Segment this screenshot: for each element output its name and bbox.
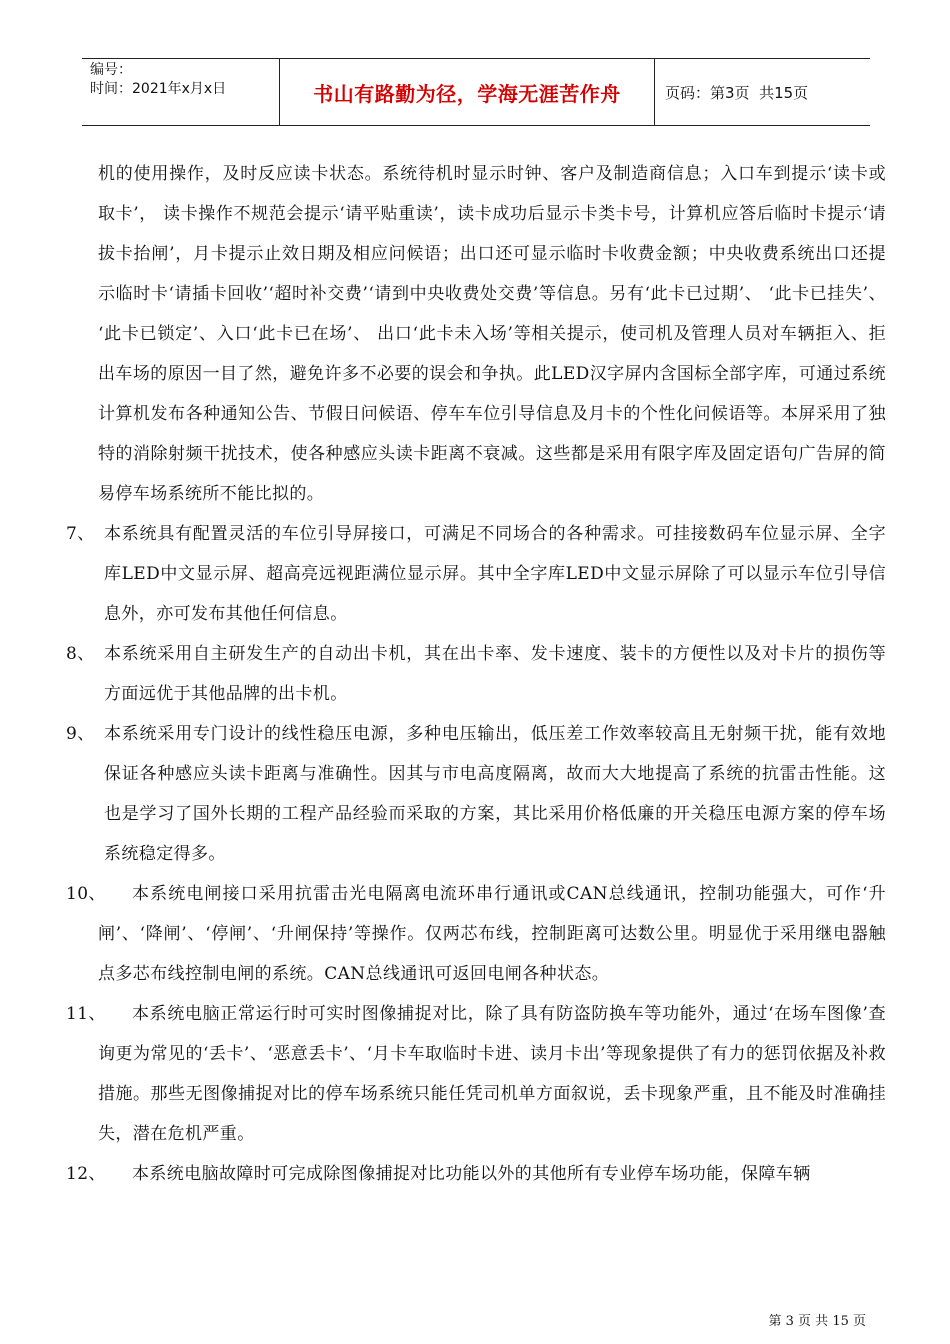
list-item-number: 12、 — [66, 1164, 106, 1184]
list-item-text: 本系统电脑正常运行时可实时图像捕捉对比，除了具有防盗防换车等功能外，通过‘在场车图像’查询更为常见的‘丢卡’、‘恶意丢卡’、‘月卡车取临时卡进、读月卡出’等现象提供了有力的惩罚依据及补救措施。那些无图像捕捉对比的停车场系统只能任凭司机单方面叙说，丢卡现象严重，且不能及时准确挂失，潜在危机严重。 — [98, 1004, 886, 1144]
list-item-number: 11、 — [66, 1004, 106, 1024]
list-item-number: 9、 — [66, 724, 95, 744]
list-item-text: 本系统采用专门设计的线性稳压电源，多种电压输出，低压差工作效率较高且无射频干扰，能有效地保证各种感应头读卡距离与准确性。因其与市电高度隔离，故而大大地提高了系统的抗雷击性能。这也是学习了国外长期的工程产品经验而采取的方案，其比采用价格低廉的开关稳压电源方案的停车场系统稳定得多。 — [104, 724, 886, 864]
header-page-info: 页码：第3页 共15页 — [665, 83, 809, 102]
header-page-cell — [655, 59, 870, 125]
list-item — [66, 514, 886, 634]
list-item-text: 本系统具有配置灵活的车位引导屏接口，可满足不同场合的各种需求。可挂接数码车位显示屏、全字库LED中文显示屏、超高亮远视距满位显示屏。其中全字库LED中文显示屏除了可以显示车位引导信息外，亦可发布其他任何信息。 — [104, 524, 886, 624]
header-motto: 书山有路勤为径，学海无涯苦作舟 — [280, 59, 655, 125]
list-item-number: 8、 — [66, 644, 95, 664]
list-item — [66, 994, 886, 1154]
document-number-label: 编号： — [90, 62, 132, 78]
list-item-text: 本系统电脑故障时可完成除图像捕捉对比功能以外的其他所有专业停车场功能，保障车辆 — [132, 1164, 811, 1184]
list-item-text: 本系统电闸接口采用抗雷击光电隔离电流环串行通讯或CAN总线通讯，控制功能强大，可作‘升闸’、‘降闸’、‘停闸’、‘升闸保持’等操作。仅两芯布线，控制距离可达数公里。明显优于采用继电器触点多芯布线控制电闸的系统。CAN总线通讯可返回电闸各种状态。 — [98, 884, 886, 984]
document-body — [66, 154, 886, 1194]
list-item — [66, 634, 886, 714]
intro-paragraph: 机的使用操作，及时反应读卡状态。系统待机时显示时钟、客户及制造商信息；入口车到提示‘读卡或取卡’， 读卡操作不规范会提示‘请平贴重读’，读卡成功后显示卡类卡号，计算机应答后临时卡提示‘请拔卡抬闸’，月卡提示止效日期及相应问候语；出口还可显示临时卡收费金额；中央收费系统出口还提示临时卡‘请插卡回收’‘超时补交费’‘请到中央收费处交费’等信息。另有‘此卡已过期’、 ‘此卡已挂失’、 ‘此卡已锁定’、入口‘此卡已在场’、 出口‘此卡未入场’等相关提示，使司机及管理人员对车辆拒入、拒出车场的原因一目了然，避免许多不必要的误会和争执。此LED汉字屏内含国标全部字库，可通过系统计算机发布各种通知公告、节假日问候语、停车车位引导信息及月卡的个性化问候语等。本屏采用了独特的消除射频干扰技术，使各种感应头读卡距离不衰减。这些都是采用有限字库及固定语句广告屏的简易停车场系统所不能比拟的。 — [98, 164, 886, 504]
list-item — [66, 1154, 886, 1194]
list-item — [66, 714, 886, 874]
document-header — [82, 58, 870, 126]
list-item-number: 10、 — [66, 884, 106, 904]
header-meta-cell — [82, 59, 280, 125]
list-item-number: 7、 — [66, 524, 95, 544]
page-footer: 第 3 页 共 15 页 — [768, 1314, 866, 1329]
list-item — [66, 874, 886, 994]
list-item-text: 本系统采用自主研发生产的自动出卡机，其在出卡率、发卡速度、装卡的方便性以及对卡片的损伤等方面远优于其他品牌的出卡机。 — [104, 644, 886, 704]
document-time-label: 时间：2021年x月x日 — [90, 81, 227, 97]
